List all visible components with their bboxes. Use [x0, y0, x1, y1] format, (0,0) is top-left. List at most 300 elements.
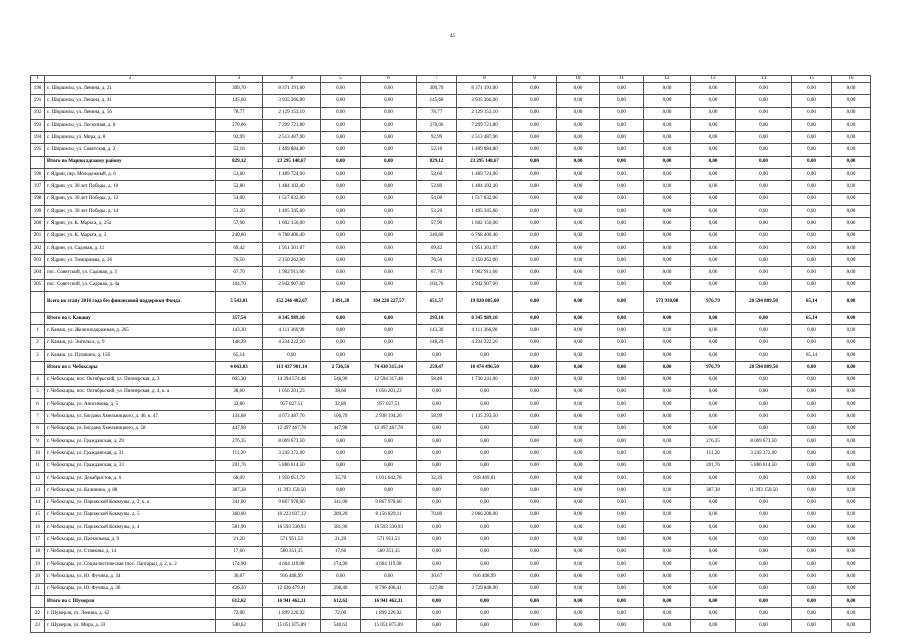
value-cell: 1 951 301,07 — [263, 242, 321, 254]
value-cell: 0,00 — [417, 546, 457, 558]
value-cell: 53,20 — [417, 205, 457, 217]
capital-repair-table — [30, 75, 871, 633]
value-cell: 3 935 366,00 — [263, 95, 321, 107]
table-row — [31, 181, 871, 193]
value-cell: 0,00 — [736, 230, 792, 242]
value-cell: 0,00 — [321, 325, 361, 337]
value-cell: 0,00 — [361, 325, 417, 337]
value-cell: 7 299 721,80 — [457, 119, 513, 131]
value-cell: 0,00 — [832, 362, 871, 374]
value-cell: 0,00 — [557, 522, 600, 534]
value-cell: 0,00 — [557, 448, 600, 460]
value-cell: 918 409,01 — [457, 472, 513, 484]
value-cell: 0,00 — [691, 230, 736, 242]
value-cell: 0,00 — [792, 595, 832, 607]
value-cell: 0,00 — [600, 169, 644, 181]
value-cell: 0,00 — [644, 107, 691, 119]
value-cell: 58,99 — [417, 411, 457, 423]
value-cell: 38,60 — [216, 386, 263, 398]
value-cell: 0,00 — [792, 399, 832, 411]
table-row — [31, 119, 871, 131]
column-number-cell: 2 — [45, 76, 216, 83]
value-cell: 0,00 — [557, 558, 600, 570]
value-cell: 0,00 — [644, 448, 691, 460]
row-number: 205 — [31, 279, 45, 291]
value-cell: 0,00 — [832, 399, 871, 411]
value-cell: 0,00 — [557, 608, 600, 620]
value-cell: 0,00 — [691, 608, 736, 620]
value-cell: 0,00 — [792, 144, 832, 156]
value-cell: 0,00 — [691, 386, 736, 398]
value-cell: 0,00 — [736, 583, 792, 595]
value-cell: 0,00 — [600, 509, 644, 521]
value-cell: 0,00 — [321, 279, 361, 291]
value-cell: 0,00 — [600, 485, 644, 497]
value-cell: 0,00 — [417, 448, 457, 460]
value-cell: 0,00 — [600, 595, 644, 607]
subtotal-row — [31, 292, 871, 313]
value-cell: 201,76 — [691, 460, 736, 472]
value-cell: 0,00 — [557, 181, 600, 193]
value-cell: 0,00 — [792, 279, 832, 291]
value-cell: 0,00 — [557, 595, 600, 607]
value-cell: 0,00 — [513, 460, 557, 472]
value-cell: 0,00 — [457, 522, 513, 534]
value-cell: 143,30 — [216, 325, 263, 337]
value-cell: 298,40 — [321, 583, 361, 595]
table-row — [31, 448, 871, 460]
value-cell: 4 073 487,76 — [263, 411, 321, 423]
value-cell: 0,00 — [832, 156, 871, 168]
table-row — [31, 374, 871, 386]
value-cell: 540,62 — [216, 620, 263, 632]
value-cell: 0,00 — [513, 411, 557, 423]
row-number: 204 — [31, 267, 45, 279]
subtotal-row — [31, 313, 871, 325]
value-cell: 0,00 — [832, 267, 871, 279]
table-row — [31, 337, 871, 349]
value-cell: 0,00 — [644, 509, 691, 521]
value-cell: 0,00 — [321, 218, 361, 230]
value-cell: 0,00 — [832, 583, 871, 595]
value-cell: 0,00 — [600, 156, 644, 168]
value-cell: 0,00 — [557, 193, 600, 205]
value-cell: 0,00 — [513, 374, 557, 386]
value-cell: 387,38 — [691, 485, 736, 497]
table-row — [31, 255, 871, 267]
value-cell: 0,00 — [736, 313, 792, 325]
value-cell: 67,70 — [216, 267, 263, 279]
table-row — [31, 522, 871, 534]
value-cell: 0,00 — [321, 107, 361, 119]
row-number — [31, 362, 45, 374]
address-cell: г. Ядрин, ул. К. Маркса, д. 3 — [45, 230, 216, 242]
value-cell: 0,00 — [557, 255, 600, 267]
value-cell: 0,00 — [691, 107, 736, 119]
value-cell: 10 474 496,50 — [457, 362, 513, 374]
value-cell: 0,00 — [513, 132, 557, 144]
value-cell: 0,00 — [832, 181, 871, 193]
table-row — [31, 230, 871, 242]
value-cell: 15 051 875,89 — [361, 620, 417, 632]
value-cell: 6 768 406,40 — [457, 230, 513, 242]
value-cell: 6 768 406,40 — [263, 230, 321, 242]
value-cell: 0,00 — [644, 218, 691, 230]
row-number: 8 — [31, 423, 45, 435]
value-cell: 0,00 — [557, 399, 600, 411]
value-cell: 360,00 — [216, 509, 263, 521]
table-row — [31, 169, 871, 181]
row-number: 4 — [31, 374, 45, 386]
row-number: 16 — [31, 522, 45, 534]
table-row — [31, 423, 871, 435]
value-cell: 0,00 — [557, 156, 600, 168]
value-cell: 0,00 — [557, 620, 600, 632]
value-cell: 0,00 — [691, 571, 736, 583]
value-cell: 0,00 — [691, 374, 736, 386]
value-cell: 0,00 — [557, 132, 600, 144]
value-cell: 0,00 — [457, 558, 513, 570]
value-cell: 0,00 — [832, 95, 871, 107]
value-cell: 0,00 — [457, 595, 513, 607]
value-cell: 0,00 — [736, 242, 792, 254]
value-cell: 0,00 — [600, 448, 644, 460]
value-cell: 1 489 724,00 — [263, 169, 321, 181]
value-cell: 2 513 487,90 — [263, 132, 321, 144]
value-cell: 0,00 — [832, 313, 871, 325]
value-cell: 0,00 — [321, 485, 361, 497]
value-cell: 0,00 — [792, 620, 832, 632]
value-cell: 0,00 — [600, 460, 644, 472]
value-cell: 0,00 — [736, 497, 792, 509]
value-cell: 0,00 — [513, 608, 557, 620]
value-cell: 0,00 — [792, 337, 832, 349]
value-cell: 0,00 — [792, 242, 832, 254]
value-cell: 0,00 — [321, 267, 361, 279]
value-cell: 0,00 — [457, 485, 513, 497]
value-cell: 0,00 — [832, 337, 871, 349]
value-cell: 259,47 — [417, 362, 457, 374]
address-cell: Итого по г. Чебоксары — [45, 362, 216, 374]
value-cell: 1 056 201,23 — [263, 386, 321, 398]
value-cell: 0,00 — [691, 95, 736, 107]
value-cell: 0,00 — [513, 436, 557, 448]
value-cell: 240,80 — [417, 230, 457, 242]
value-cell: 104,70 — [417, 279, 457, 291]
address-cell: Итого по Марпосадскому району — [45, 156, 216, 168]
value-cell: 0,00 — [557, 325, 600, 337]
address-cell: г. Шумерля, ул. Ленина, д. 42 — [45, 608, 216, 620]
value-cell: 0,00 — [644, 620, 691, 632]
value-cell: 23 295 148,67 — [457, 156, 513, 168]
value-cell: 0,00 — [736, 595, 792, 607]
value-cell: 143,30 — [417, 325, 457, 337]
value-cell: 270,06 — [216, 119, 263, 131]
column-number-cell: 12 — [644, 76, 691, 83]
value-cell: 0,00 — [736, 95, 792, 107]
value-cell: 104 228 227,57 — [361, 292, 417, 313]
value-cell: 0,00 — [691, 156, 736, 168]
value-cell: 0,00 — [417, 608, 457, 620]
row-number — [31, 313, 45, 325]
value-cell: 0,00 — [600, 95, 644, 107]
value-cell: 0,00 — [557, 497, 600, 509]
value-cell: 1 517 832,00 — [457, 193, 513, 205]
value-cell: 0,00 — [361, 144, 417, 156]
value-cell: 2 150 262,00 — [457, 255, 513, 267]
value-cell: 2 726,56 — [321, 362, 361, 374]
value-cell: 21,20 — [321, 534, 361, 546]
row-number: 19 — [31, 558, 45, 570]
value-cell: 0,00 — [736, 119, 792, 131]
value-cell: 560 351,35 — [361, 546, 417, 558]
value-cell: 0,00 — [557, 292, 600, 313]
value-cell: 0,00 — [691, 522, 736, 534]
value-cell: 8 796 406,41 — [361, 583, 417, 595]
address-cell: г. Чебоксары, ул. Гражданская, д. 33 — [45, 460, 216, 472]
value-cell: 0,00 — [644, 255, 691, 267]
value-cell: 0,00 — [417, 534, 457, 546]
row-number: 17 — [31, 534, 45, 546]
value-cell: 145,60 — [216, 95, 263, 107]
value-cell: 0,00 — [736, 132, 792, 144]
row-number: 9 — [31, 436, 45, 448]
value-cell: 0,00 — [691, 193, 736, 205]
column-number-cell: 16 — [832, 76, 871, 83]
value-cell: 0,00 — [557, 509, 600, 521]
value-cell: 0,00 — [457, 534, 513, 546]
value-cell: 78,77 — [417, 107, 457, 119]
value-cell: 0,00 — [691, 325, 736, 337]
value-cell: 0,00 — [513, 144, 557, 156]
value-cell: 0,00 — [321, 349, 361, 361]
value-cell: 4 111 366,90 — [263, 325, 321, 337]
address-cell: с. Шоршелы, ул. Ленина, д. 41 — [45, 95, 216, 107]
value-cell: 605,30 — [216, 374, 263, 386]
value-cell: 0,00 — [832, 132, 871, 144]
value-cell: 0,00 — [736, 558, 792, 570]
value-cell: 1 056 201,23 — [361, 386, 417, 398]
value-cell: 0,00 — [644, 595, 691, 607]
value-cell: 23 295 148,67 — [263, 156, 321, 168]
address-cell: г. Ядрин, ул. 30 лет Победы, д. 14 — [45, 205, 216, 217]
value-cell: 0,00 — [644, 608, 691, 620]
value-cell: 0,00 — [513, 156, 557, 168]
value-cell: 52,16 — [216, 144, 263, 156]
value-cell: 0,00 — [792, 267, 832, 279]
value-cell: 4 063,03 — [216, 362, 263, 374]
value-cell: 1 489 724,00 — [457, 169, 513, 181]
value-cell: 0,00 — [361, 485, 417, 497]
value-cell: 72,00 — [216, 608, 263, 620]
value-cell: 0,00 — [736, 386, 792, 398]
value-cell: 12 436 479,41 — [263, 583, 321, 595]
value-cell: 0,00 — [513, 595, 557, 607]
address-cell: г. Чебоксары, ул. Парижской Коммуны, д. 5 — [45, 509, 216, 521]
value-cell: 0,00 — [361, 313, 417, 325]
value-cell: 52,80 — [417, 181, 457, 193]
value-cell: 0,00 — [691, 255, 736, 267]
value-cell: 0,00 — [736, 156, 792, 168]
value-cell: 148,29 — [417, 337, 457, 349]
value-cell: 916 408,99 — [263, 571, 321, 583]
value-cell: 0,00 — [691, 620, 736, 632]
value-cell: 32,80 — [321, 399, 361, 411]
value-cell: 0,00 — [736, 181, 792, 193]
column-number-cell: 7 — [417, 76, 457, 83]
value-cell: 76,50 — [216, 255, 263, 267]
value-cell: 0,00 — [644, 156, 691, 168]
value-cell: 0,00 — [321, 95, 361, 107]
value-cell: 17,66 — [321, 546, 361, 558]
value-cell: 0,00 — [557, 205, 600, 217]
value-cell: 0,00 — [736, 83, 792, 95]
value-cell: 0,00 — [417, 485, 457, 497]
address-cell: пос. Советский, ул. Садовая, д. 4а — [45, 279, 216, 291]
value-cell: 651,57 — [417, 292, 457, 313]
value-cell: 30,67 — [216, 571, 263, 583]
value-cell: 0,00 — [417, 620, 457, 632]
value-cell: 0,00 — [644, 399, 691, 411]
value-cell: 0,00 — [736, 349, 792, 361]
value-cell: 0,00 — [417, 460, 457, 472]
value-cell: 0,00 — [513, 205, 557, 217]
value-cell: 0,00 — [736, 411, 792, 423]
value-cell: 3 245 372,00 — [736, 448, 792, 460]
row-number: 15 — [31, 509, 45, 521]
value-cell: 1 902 911,60 — [457, 267, 513, 279]
value-cell: 0,00 — [557, 279, 600, 291]
value-cell: 0,00 — [513, 181, 557, 193]
value-cell: 0,00 — [644, 337, 691, 349]
address-cell: Всего по этапу 2016 года без финансовой поддержки Фонда — [45, 292, 216, 313]
row-number: 10 — [31, 448, 45, 460]
value-cell: 0,00 — [457, 546, 513, 558]
value-cell: 0,00 — [263, 349, 321, 361]
value-cell: 0,00 — [361, 181, 417, 193]
value-cell: 357,54 — [216, 313, 263, 325]
value-cell: 0,00 — [557, 169, 600, 181]
value-cell: 0,00 — [600, 399, 644, 411]
value-cell: 0,00 — [644, 193, 691, 205]
value-cell: 0,00 — [691, 144, 736, 156]
value-cell: 0,00 — [832, 279, 871, 291]
value-cell: 106,70 — [321, 411, 361, 423]
value-cell: 0,00 — [361, 242, 417, 254]
value-cell: 829,12 — [417, 156, 457, 168]
value-cell: 0,00 — [792, 608, 832, 620]
address-cell: с. Шоршелы, ул. Мира, д. 8 — [45, 132, 216, 144]
value-cell: 0,00 — [792, 362, 832, 374]
table-row — [31, 497, 871, 509]
value-cell: 0,00 — [361, 83, 417, 95]
value-cell: 0,00 — [557, 362, 600, 374]
value-cell: 0,00 — [792, 509, 832, 521]
value-cell: 0,00 — [513, 267, 557, 279]
value-cell: 0,00 — [557, 374, 600, 386]
value-cell: 70,80 — [417, 509, 457, 521]
address-cell: г. Чебоксары, ул. Социалистическая (пос. Лапсары), д. 2, к. 2 — [45, 558, 216, 570]
row-number: 13 — [31, 485, 45, 497]
value-cell: 7 299 721,80 — [263, 119, 321, 131]
value-cell: 0,00 — [691, 546, 736, 558]
value-cell: 0,00 — [736, 267, 792, 279]
value-cell: 0,00 — [736, 472, 792, 484]
value-cell: 14 394 574,48 — [263, 374, 321, 386]
table-row — [31, 608, 871, 620]
value-cell: 0,00 — [557, 107, 600, 119]
value-cell: 0,00 — [691, 411, 736, 423]
value-cell: 0,00 — [361, 349, 417, 361]
value-cell: 0,00 — [691, 242, 736, 254]
value-cell: 54,00 — [417, 193, 457, 205]
value-cell: 0,00 — [736, 608, 792, 620]
value-cell: 0,00 — [513, 448, 557, 460]
table-row — [31, 571, 871, 583]
table-row — [31, 144, 871, 156]
value-cell: 0,00 — [644, 497, 691, 509]
value-cell: 0,00 — [513, 349, 557, 361]
value-cell: 0,00 — [644, 583, 691, 595]
address-cell: г. Канаш, ул. Пушкина, д. 15б — [45, 349, 216, 361]
address-cell: г. Чебоксары, ул. Анисимова, д. 5 — [45, 399, 216, 411]
table-row — [31, 267, 871, 279]
value-cell: 0,00 — [513, 509, 557, 521]
row-number: 20 — [31, 571, 45, 583]
value-cell: 0,00 — [600, 255, 644, 267]
value-cell: 540,62 — [321, 620, 361, 632]
column-number-cell: 8 — [457, 76, 513, 83]
address-cell: г. Чебоксары, ул. Богдана Хмельницкого, д. 46, к. 47 — [45, 411, 216, 423]
value-cell: 0,00 — [736, 509, 792, 521]
value-cell: 0,00 — [691, 497, 736, 509]
row-number: 6 — [31, 399, 45, 411]
value-cell: 1 135 293,50 — [457, 411, 513, 423]
value-cell: 0,00 — [513, 325, 557, 337]
value-cell: 0,00 — [600, 144, 644, 156]
value-cell: 0,00 — [513, 292, 557, 313]
value-cell: 0,00 — [832, 349, 871, 361]
value-cell: 0,00 — [691, 337, 736, 349]
value-cell: 0,00 — [557, 546, 600, 558]
row-number — [31, 595, 45, 607]
value-cell: 571 951,53 — [361, 534, 417, 546]
value-cell: 1 495 345,60 — [263, 205, 321, 217]
value-cell: 19 820 085,60 — [457, 292, 513, 313]
value-cell: 3 729 848,00 — [457, 583, 513, 595]
value-cell: 67,70 — [417, 267, 457, 279]
value-cell: 0,00 — [321, 460, 361, 472]
value-cell: 0,00 — [644, 279, 691, 291]
value-cell: 0,00 — [644, 132, 691, 144]
value-cell: 0,00 — [513, 337, 557, 349]
value-cell: 0,00 — [792, 386, 832, 398]
value-cell: 2 513 487,90 — [457, 132, 513, 144]
value-cell: 0,00 — [457, 608, 513, 620]
value-cell: 4 234 222,20 — [263, 337, 321, 349]
address-cell: г. Чебоксары, ул. Прокопьева, д. 9 — [45, 534, 216, 546]
value-cell: 0,00 — [361, 218, 417, 230]
value-cell: 5 886 614,50 — [263, 460, 321, 472]
value-cell: 447,98 — [321, 423, 361, 435]
column-number-cell: 3 — [216, 76, 263, 83]
value-cell: 0,00 — [600, 267, 644, 279]
value-cell: 0,00 — [832, 620, 871, 632]
value-cell: 0,00 — [600, 386, 644, 398]
value-cell: 5 886 614,50 — [736, 460, 792, 472]
value-cell: 1 730 241,00 — [457, 374, 513, 386]
table-row — [31, 460, 871, 472]
